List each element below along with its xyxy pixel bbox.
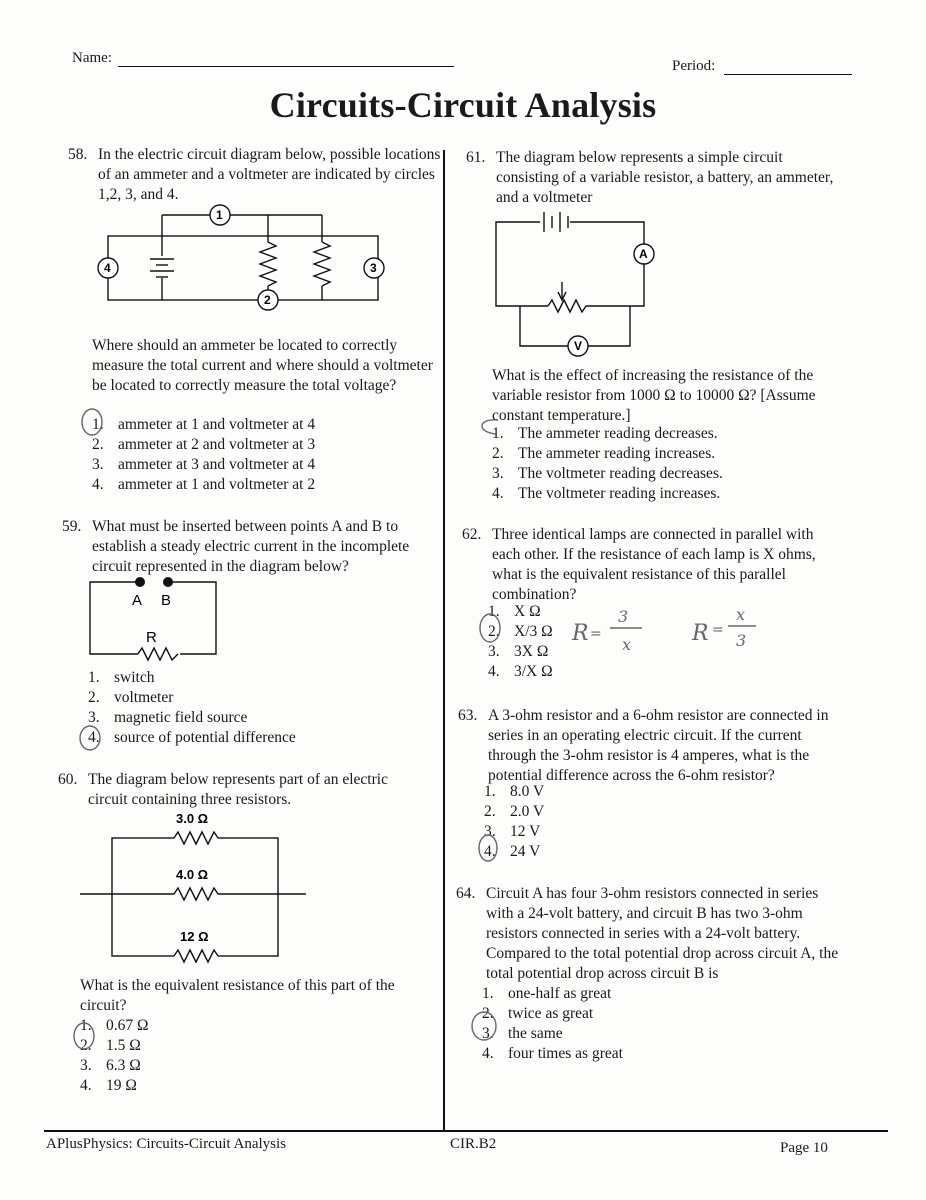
option[interactable]: 1. switch [88,669,155,686]
question-stem: In the electric circuit diagram below, possible locations of an ammeter and a voltmeter are indicated by circles 1,2, 3, and 4. [98,146,441,203]
option[interactable]: 3. magnetic field source [88,709,248,726]
svg-text:R: R [572,621,589,646]
svg-text:=: = [712,622,724,638]
footer-rule [44,1130,888,1132]
diagram-label: 3 [370,261,377,275]
period-label: Period: [672,58,716,74]
option[interactable]: 3. the same [482,1025,563,1042]
question-number: 61. [466,149,486,166]
option[interactable]: 3. 3X Ω [488,643,549,660]
question-number: 58. [68,146,88,163]
diagram-label: A [639,247,648,261]
option[interactable]: 4. 3/X Ω [488,663,553,680]
diagram-label: V [574,339,583,353]
page-title: Circuits-Circuit Analysis [269,85,657,125]
question-number: 59. [62,518,82,535]
footer-code: CIR.B2 [450,1136,497,1152]
handwritten-work [571,605,756,654]
svg-text:3: 3 [736,631,747,650]
option[interactable]: 3. The voltmeter reading decreases. [492,465,723,482]
option[interactable]: 3. ammeter at 3 and voltmeter at 4 [92,456,316,473]
question-60-prompt: What is the equivalent resistance of this part of the circuit? [80,977,395,1014]
option[interactable]: 4. source of potential difference [88,729,296,746]
question-stem: Circuit A has four 3-ohm resistors connected in series with a 24-volt battery, and circuit B has two 3-ohm resistors connected in series with a 24-volt battery. Compared to the total potential drop across circuit A, the total potential drop across circuit B is [486,885,839,982]
diagram-label: B [161,592,172,609]
question-stem: What must be inserted between points A and B to establish a steady electric current in the incomplete circuit represented in the diagram below? [92,518,410,575]
option[interactable]: 3. 6.3 Ω [80,1057,141,1074]
answer-circle-60 [74,1023,94,1049]
name-label: Name: [72,50,112,66]
svg-text:x: x [736,605,746,624]
answer-circle-58 [82,409,102,435]
option[interactable]: 2. X/3 Ω [488,623,553,640]
diagram-label: A [132,592,143,609]
svg-text:R: R [692,621,709,646]
question-stem: The diagram below represents a simple circuit consisting of a variable resistor, a battery, an ammeter, and a voltmeter [496,149,834,206]
option[interactable]: 4. 24 V [484,843,541,860]
question-stem: A 3-ohm resistor and a 6-ohm resistor are connected in series in an operating electric circuit. If the current through the 3-ohm resistor is 4 amperes, what is the potential difference across the 6-ohm resistor? [488,707,829,784]
option[interactable]: 2. The ammeter reading increases. [492,445,716,462]
option[interactable]: 2. voltmeter [88,689,174,706]
diagram-label: 1 [216,208,223,222]
question-number: 60. [58,771,78,788]
option[interactable]: 1. 0.67 Ω [80,1017,149,1034]
question-number: 64. [456,885,476,902]
option[interactable]: 1. ammeter at 1 and voltmeter at 4 [92,416,316,433]
question-stem: Three identical lamps are connected in parallel with each other. If the resistance of each lamp is X ohms, what is the equivalent resistance of this parallel combination? [492,526,816,603]
option[interactable]: 2. ammeter at 2 and voltmeter at 3 [92,436,316,453]
svg-text:x: x [622,635,632,654]
diagram-label: 2 [264,293,271,307]
answer-circle-63 [479,835,497,861]
answer-mark-61 [482,420,498,434]
option[interactable]: 2. 2.0 V [484,803,545,820]
svg-text:=: = [590,626,602,642]
question-58-prompt: Where should an ammeter be located to correctly measure the total current and where should a voltmeter be located to correctly measure the total voltage? [92,337,433,394]
diagram-label: 12 Ω [180,929,209,944]
footer-source: APlusPhysics: Circuits-Circuit Analysis [46,1136,287,1152]
option[interactable]: 4. 19 Ω [80,1077,137,1094]
answer-circle-64 [472,1012,496,1040]
svg-text:3: 3 [618,607,629,626]
diagram-label: 4.0 Ω [176,867,209,882]
diagram-label: R [146,629,157,646]
question-61-prompt: What is the effect of increasing the resistance of the variable resistor from 1000 Ω to 10000 Ω? [Assume constant temperature.] [492,367,816,424]
option[interactable]: 2. 1.5 Ω [80,1037,141,1054]
diagram-label: 4 [104,261,111,275]
option[interactable]: 2. twice as great [482,1005,594,1022]
answer-circle-62 [480,614,500,642]
option[interactable]: 1. X Ω [488,603,541,620]
option[interactable]: 1. 8.0 V [484,783,545,800]
question-number: 63. [458,707,478,724]
question-stem: The diagram below represents part of an electric circuit containing three resistors. [88,771,388,808]
option[interactable]: 3. 12 V [484,823,541,840]
diagram-label: 3.0 Ω [176,811,209,826]
answer-circle-59 [80,726,100,750]
question-number: 62. [462,526,482,543]
option[interactable]: 4. four times as great [482,1045,623,1062]
option[interactable]: 4. ammeter at 1 and voltmeter at 2 [92,476,316,493]
option[interactable]: 4. The voltmeter reading increases. [492,485,721,502]
option[interactable]: 1. one-half as great [482,985,612,1002]
option[interactable]: 1. The ammeter reading decreases. [492,425,718,442]
page-number: Page 10 [780,1140,828,1156]
